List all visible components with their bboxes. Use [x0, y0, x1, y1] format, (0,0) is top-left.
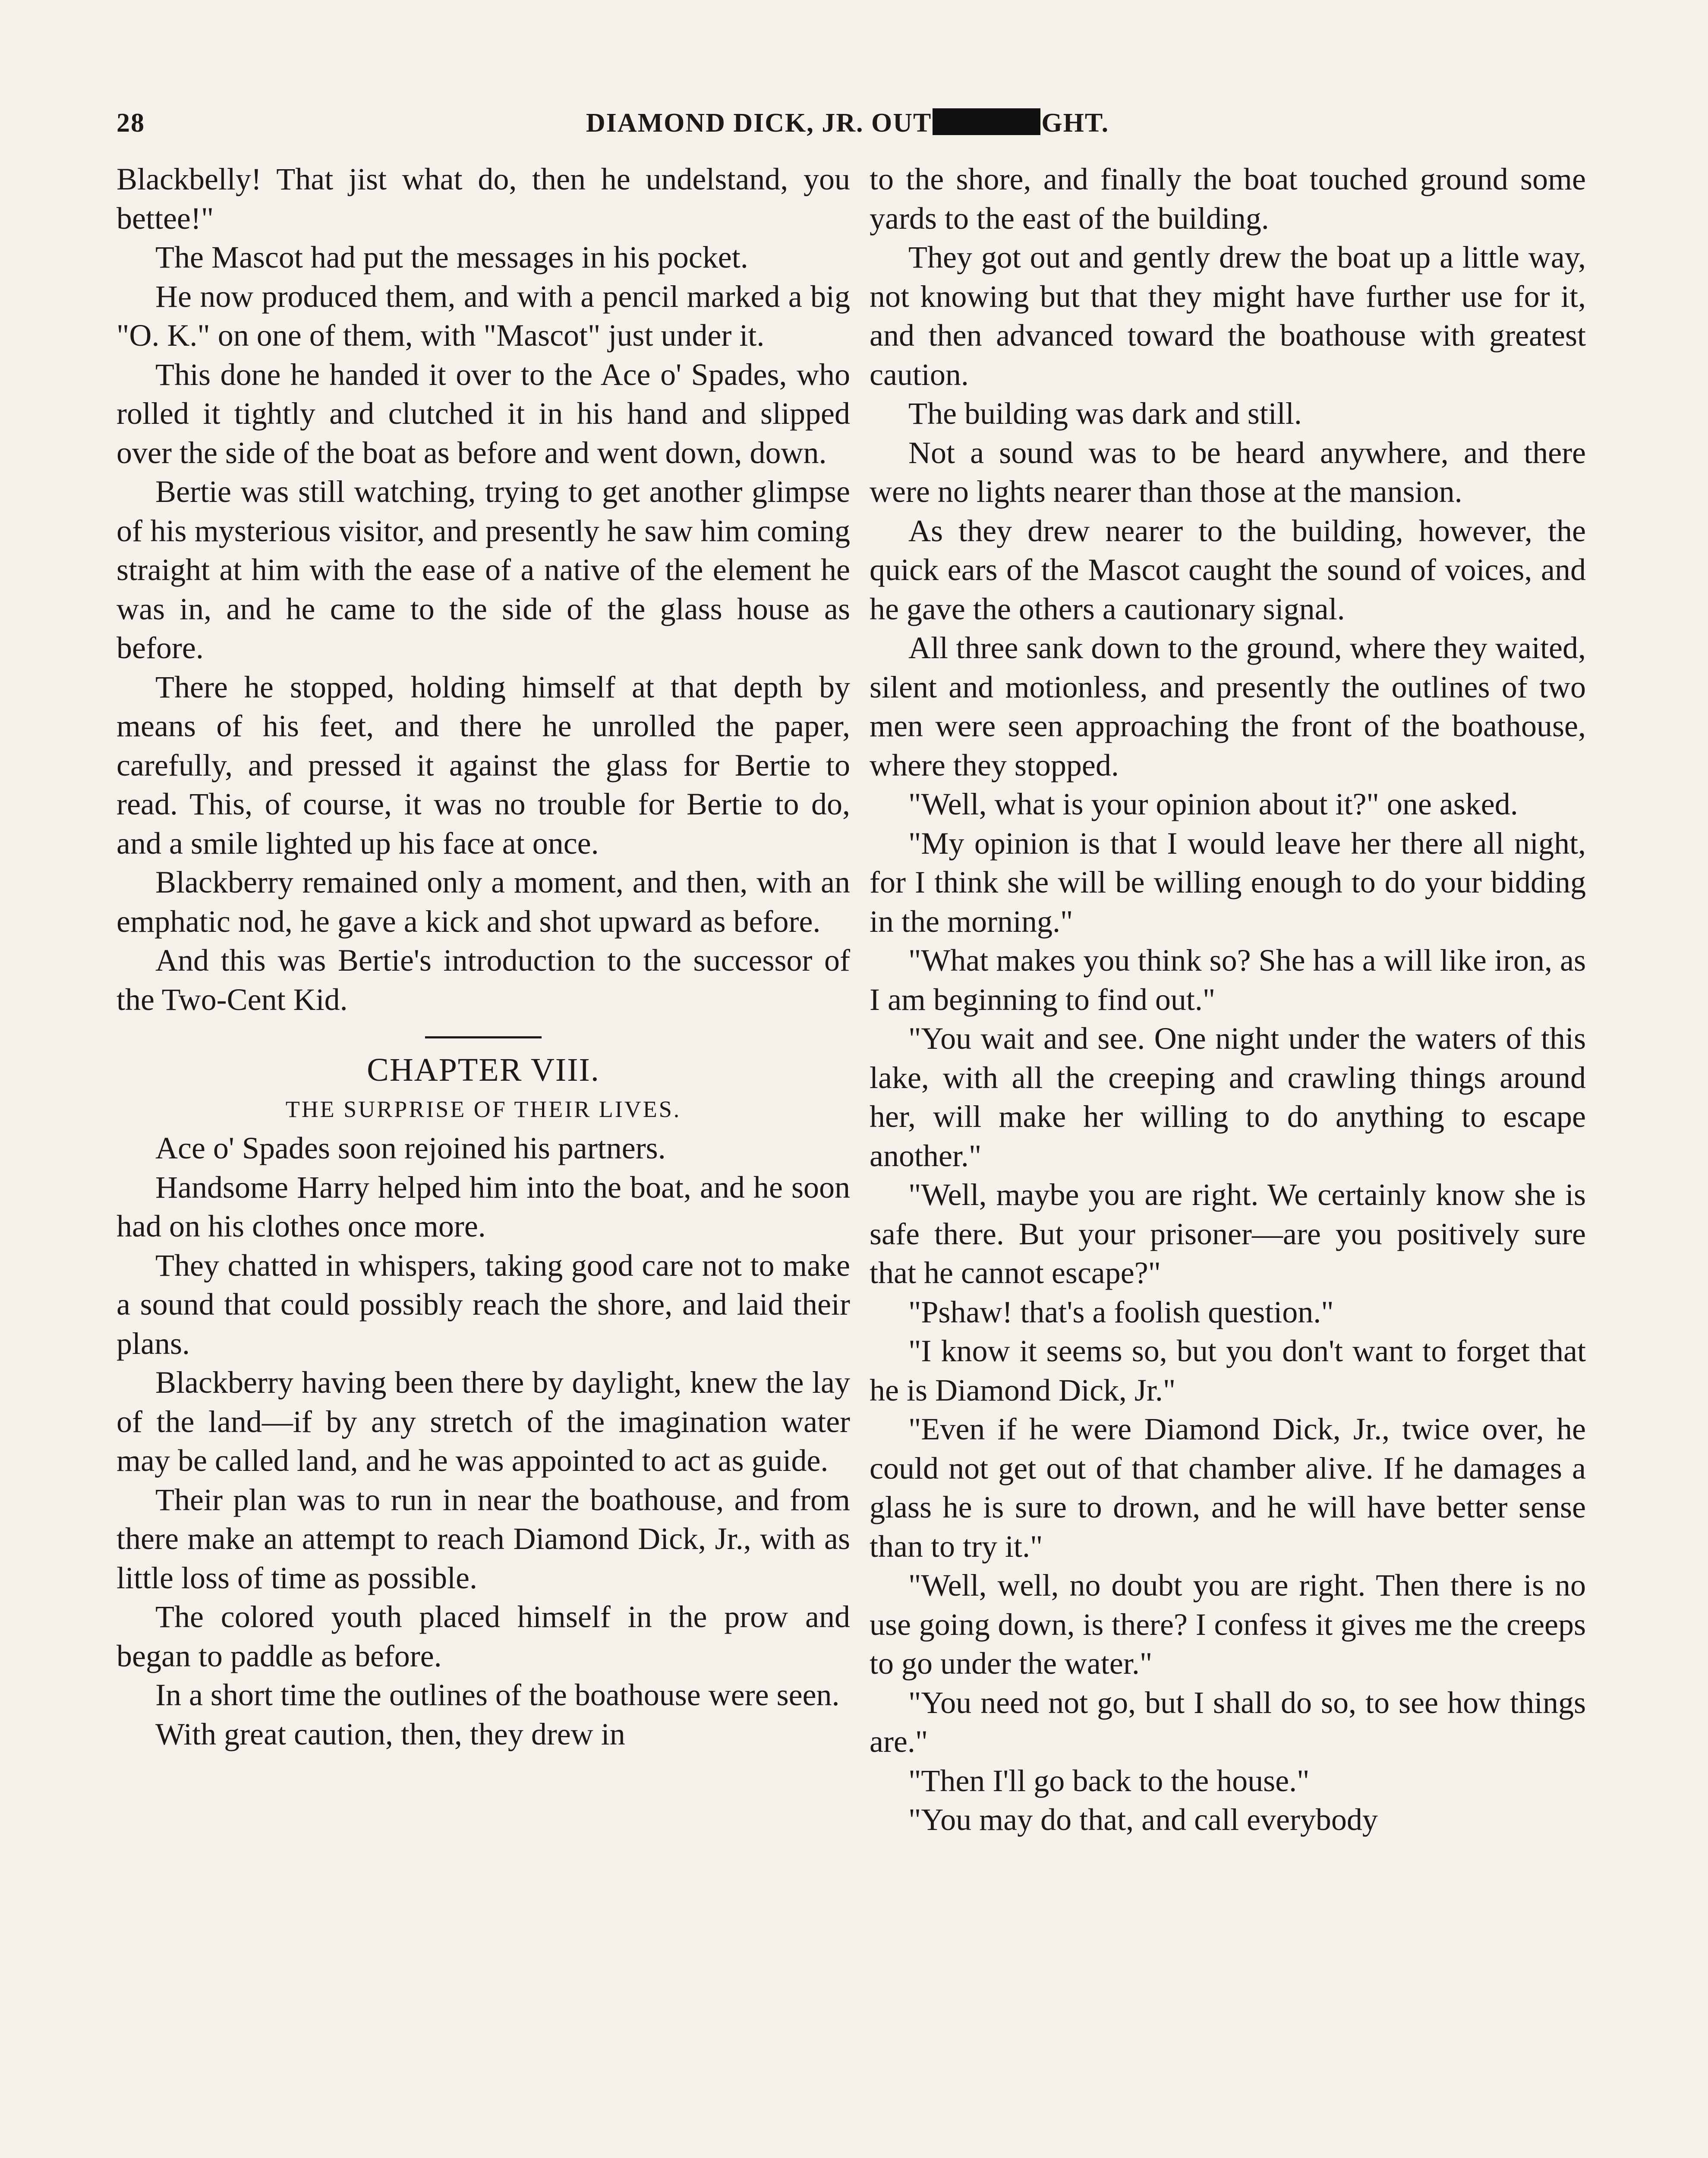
paragraph: "You may do that, and call everybody — [908, 1802, 1378, 1837]
chapter-subtitle: THE SURPRISE OF THEIR LIVES. — [285, 1096, 681, 1122]
paragraph: With great caution, then, they drew in — [155, 1716, 625, 1751]
running-title-left: DIAMOND DICK, JR. OUT — [586, 108, 932, 138]
page-header — [117, 108, 1579, 147]
redaction-block — [933, 108, 1040, 135]
paragraph: This done he handed it over to the Ace o' Spades, who rolled it tightly and clutched it in his hand and slipped over the side of the boat as before and went down, down. — [117, 357, 850, 470]
paragraph: The building was dark and still. — [908, 396, 1302, 431]
paragraph: "Well, maybe you are right. We certainly know she is safe there. But your prisoner—are you positively sure that he cannot escape?" — [870, 1177, 1586, 1290]
paragraph-continuation: to the shore, and finally the boat touched ground some yards to the east of the building. — [870, 162, 1586, 236]
paragraph: He now produced them, and with a pencil marked a big "O. K." on one of them, with "Mascot" just under it. — [117, 279, 850, 353]
running-title — [117, 108, 1579, 139]
paragraph: As they drew nearer to the building, however, the quick ears of the Mascot caught the sound of voices, and he gave the others a cautionary signal. — [870, 513, 1586, 626]
paragraph: "Pshaw! that's a foolish question." — [908, 1294, 1334, 1329]
running-title-right: GHT. — [1041, 108, 1109, 138]
paragraph: Blackberry having been there by daylight, knew the lay of the land—if by any stretch of the imagination water may be called land, and he was appointed to act as guide. — [117, 1365, 850, 1478]
paragraph: There he stopped, holding himself at that depth by means of his feet, and there he unrolled the paper, carefully, and pressed it against the glass for Bertie to read. This, of course, it was no trouble for Bertie to do, and a smile lighted up his face at once. — [117, 669, 850, 861]
paragraph: "Well, well, no doubt you are right. Then there is no use going down, is there? I confess it gives me the creeps to go under the water." — [870, 1568, 1586, 1681]
paragraph: Not a sound was to be heard anywhere, and there were no lights nearer than those at the mansion. — [870, 435, 1586, 509]
paragraph: And this was Bertie's introduction to the successor of the Two-Cent Kid. — [117, 943, 850, 1017]
left-column — [117, 160, 850, 1754]
right-column — [870, 160, 1586, 1839]
paragraph: Bertie was still watching, trying to get another glimpse of his mysterious visitor, and presently he saw him coming straight at him with the ease of a native of the element he was in, and he came to the side of the glass house as before. — [117, 474, 850, 665]
paragraph: "You need not go, but I shall do so, to see how things are." — [870, 1685, 1586, 1759]
paragraph: In a short time the outlines of the boathouse were seen. — [155, 1678, 840, 1712]
paragraph: "My opinion is that I would leave her there all night, for I think she will be willing enough to do your bidding in the morning." — [870, 826, 1586, 939]
chapter-title: CHAPTER VIII. — [367, 1052, 600, 1088]
paragraph: All three sank down to the ground, where they waited, silent and motionless, and presently the outlines of two men were seen approaching the front of the boathouse, where they stopped. — [870, 631, 1586, 782]
paragraph: "You wait and see. One night under the waters of this lake, with all the creeping and crawling things around her, will make her willing to do anything to escape another." — [870, 1021, 1586, 1173]
paragraph: "I know it seems so, but you don't want to forget that he is Diamond Dick, Jr." — [870, 1334, 1586, 1407]
paragraph: They chatted in whispers, taking good care not to make a sound that could possibly reach the shore, and laid their plans. — [117, 1248, 850, 1361]
paragraph: "Then I'll go back to the house." — [908, 1763, 1310, 1798]
paragraph: They got out and gently drew the boat up a little way, not knowing but that they might have further use for it, and then advanced toward the boathouse with greatest caution. — [870, 240, 1586, 392]
paragraph: Blackberry remained only a moment, and then, with an emphatic nod, he gave a kick and shot upward as before. — [117, 865, 850, 939]
paragraph: Handsome Harry helped him into the boat, and he soon had on his clothes once more. — [117, 1170, 850, 1243]
paragraph: "Even if he were Diamond Dick, Jr., twice over, he could not get out of that chamber alive. If he damages a glass he is sure to drown, and he will have better sense than to try it." — [870, 1412, 1586, 1564]
paragraph: Their plan was to run in near the boathouse, and from there make an attempt to reach Diamond Dick, Jr., with as little loss of time as possible. — [117, 1482, 850, 1595]
paragraph: The Mascot had put the messages in his pocket. — [155, 240, 748, 274]
paragraph: "Well, what is your opinion about it?" one asked. — [908, 787, 1518, 821]
page-number: 28 — [117, 108, 145, 138]
paragraph: Ace o' Spades soon rejoined his partners. — [155, 1131, 666, 1165]
paragraph: "What makes you think so? She has a will like iron, as I am beginning to find out." — [870, 943, 1586, 1017]
paragraph: The colored youth placed himself in the prow and began to paddle as before. — [117, 1600, 850, 1673]
chapter-divider — [425, 1036, 542, 1038]
paragraph: Blackbelly! That jist what do, then he undelstand, you bettee!" — [117, 162, 850, 236]
